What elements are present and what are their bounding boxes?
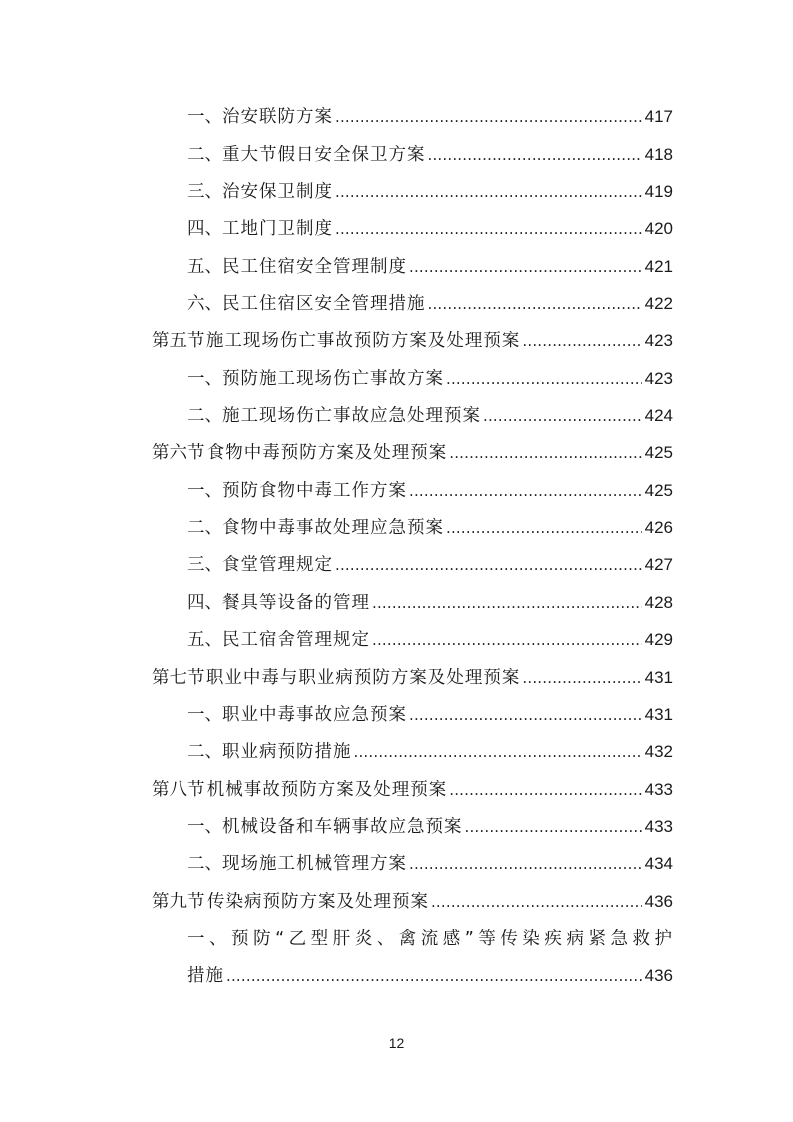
- dot-leader: [428, 144, 642, 166]
- toc-entry-title: 治安保卫制度: [222, 182, 333, 203]
- toc-entry-number: 一、: [187, 368, 222, 389]
- dot-leader: [409, 256, 642, 278]
- toc-entry-title: 职业中毒事故应急预案: [222, 704, 407, 725]
- toc-entry-title: 食堂管理规定: [222, 555, 333, 576]
- toc-entry[interactable]: [0, 137, 793, 174]
- toc-entry-title: 预防施工现场伤亡事故方案: [222, 368, 444, 389]
- toc-entry[interactable]: [0, 847, 793, 884]
- toc-entry-number: 二、: [187, 742, 222, 763]
- toc-entry[interactable]: [0, 548, 793, 585]
- toc-entry[interactable]: [0, 100, 793, 137]
- toc-entry-title: 民工住宿区安全管理措施: [222, 294, 426, 315]
- toc-entry[interactable]: [0, 810, 793, 847]
- toc-entry-title: 餐具等设备的管理: [222, 592, 370, 613]
- toc-section-entry[interactable]: [0, 884, 793, 921]
- toc-entry-title: 现场施工机械管理方案: [222, 854, 407, 875]
- toc-entry-title: 民工住宿安全管理制度: [222, 256, 407, 277]
- toc-entry[interactable]: [0, 287, 793, 324]
- toc-entry-title: 预防“乙型肝炎、禽流感”等传染疾病紧急救护: [231, 928, 674, 949]
- dot-leader: [335, 181, 642, 203]
- toc-entry-title: 民工宿舍管理规定: [222, 630, 370, 651]
- toc-entry-title: 机械设备和车辆事故应急预案: [222, 816, 463, 837]
- dot-leader: [354, 741, 642, 763]
- dot-leader: [428, 293, 642, 315]
- toc-entry-number: 一、: [187, 816, 222, 837]
- toc-entry-page: 433: [644, 816, 673, 836]
- toc-entry-number: 三、: [187, 555, 222, 576]
- toc-entry[interactable]: [0, 473, 793, 510]
- toc-entry-title: 治安联防方案: [222, 107, 333, 128]
- toc-section-entry[interactable]: [0, 436, 793, 473]
- toc-entry-number: 六、: [187, 294, 222, 315]
- table-of-contents: [0, 100, 793, 996]
- toc-entry[interactable]: [0, 698, 793, 735]
- toc-entry-number: 一、: [187, 928, 232, 949]
- toc-entry-title-line2: 措施: [187, 966, 224, 987]
- toc-entry-page: 425: [644, 443, 673, 463]
- toc-entry-page: 432: [644, 742, 673, 762]
- toc-entry-page: 419: [644, 182, 673, 202]
- toc-entry[interactable]: [0, 511, 793, 548]
- dot-leader: [431, 891, 642, 913]
- toc-entry[interactable]: [0, 212, 793, 249]
- toc-entry-number: 二、: [187, 854, 222, 875]
- toc-entry-number: 一、: [187, 480, 222, 501]
- toc-entry-title: 重大节假日安全保卫方案: [222, 144, 426, 165]
- toc-entry[interactable]: [0, 585, 793, 622]
- toc-entry[interactable]: [0, 175, 793, 212]
- toc-entry-number: 一、: [187, 704, 222, 725]
- toc-entry-title: 食物中毒事故处理应急预案: [222, 518, 444, 539]
- dot-leader: [522, 667, 641, 689]
- dot-leader: [226, 965, 642, 987]
- toc-entry-number: 二、: [187, 518, 222, 539]
- toc-entry-title: 施工现场伤亡事故应急处理预案: [222, 406, 481, 427]
- toc-entry-number: 三、: [187, 182, 222, 203]
- dot-leader: [449, 779, 641, 801]
- toc-section-number: 第五节: [152, 331, 205, 352]
- toc-entry-page: 433: [644, 779, 673, 799]
- dot-leader: [449, 442, 641, 464]
- toc-entry-page: 436: [644, 891, 673, 911]
- toc-entry-page: 426: [644, 518, 673, 538]
- toc-entry-title: 职业病预防措施: [222, 742, 352, 763]
- dot-leader: [465, 816, 642, 838]
- dot-leader: [372, 592, 642, 614]
- toc-entry-page: 418: [644, 144, 673, 164]
- toc-entry-page: 431: [644, 704, 673, 724]
- dot-leader: [335, 106, 642, 128]
- toc-entry-page: 427: [644, 555, 673, 575]
- toc-section-number: 第八节: [152, 779, 205, 800]
- toc-entry-title: 预防食物中毒工作方案: [222, 480, 407, 501]
- dot-leader: [335, 218, 642, 240]
- toc-entry-page: 424: [644, 406, 673, 426]
- toc-entry-page: 429: [644, 630, 673, 650]
- dot-leader: [522, 330, 641, 352]
- toc-entry-page: 423: [644, 331, 673, 351]
- toc-entry-number: 五、: [187, 630, 222, 651]
- toc-section-title: 施工现场伤亡事故预防方案及处理预案: [205, 331, 521, 352]
- toc-section-title: 机械事故预防方案及处理预案: [206, 779, 448, 800]
- toc-section-number: 第七节: [152, 667, 205, 688]
- toc-section-entry[interactable]: [0, 660, 793, 697]
- toc-entry[interactable]: [0, 361, 793, 398]
- toc-section-number: 第六节: [152, 443, 205, 464]
- toc-section-title: 职业中毒与职业病预防方案及处理预案: [205, 667, 521, 688]
- dot-leader: [483, 405, 642, 427]
- toc-section-entry[interactable]: [0, 324, 793, 361]
- toc-entry-page: 428: [644, 592, 673, 612]
- toc-entry-page: 417: [644, 107, 673, 127]
- toc-entry-page: 434: [644, 854, 673, 874]
- dot-leader: [409, 704, 642, 726]
- toc-entry-title: 工地门卫制度: [222, 219, 333, 240]
- toc-entry-page: 431: [644, 667, 673, 687]
- toc-section-title: 食物中毒预防方案及处理预案: [206, 443, 448, 464]
- toc-section-entry[interactable]: [0, 772, 793, 809]
- toc-entry-page: 425: [644, 480, 673, 500]
- toc-entry[interactable]: [0, 623, 793, 660]
- dot-leader: [446, 517, 642, 539]
- toc-entry-number: 四、: [187, 592, 222, 613]
- toc-entry-number: 一、: [187, 107, 222, 128]
- toc-entry-number: 五、: [187, 256, 222, 277]
- dot-leader: [446, 368, 642, 390]
- toc-entry-wrapped-continuation[interactable]: [0, 959, 793, 996]
- toc-entry-page: 423: [644, 368, 673, 388]
- toc-entry[interactable]: [0, 249, 793, 286]
- toc-entry-number: 四、: [187, 219, 222, 240]
- page-number: 12: [388, 1035, 405, 1051]
- toc-entry-number: 二、: [187, 144, 222, 165]
- toc-entry[interactable]: [0, 399, 793, 436]
- toc-entry-number: 二、: [187, 406, 222, 427]
- dot-leader: [409, 480, 642, 502]
- toc-entry[interactable]: [0, 735, 793, 772]
- toc-section-number: 第九节: [152, 891, 205, 912]
- toc-entry-title-line1: [187, 928, 673, 950]
- dot-leader: [372, 629, 642, 651]
- dot-leader: [335, 554, 642, 576]
- dot-leader: [409, 853, 642, 875]
- toc-entry-page: 420: [644, 219, 673, 239]
- toc-entry-wrapped[interactable]: [0, 922, 793, 959]
- toc-section-title: 传染病预防方案及处理预案: [206, 891, 429, 912]
- toc-entry-page: 422: [644, 294, 673, 314]
- toc-entry-page: 436: [644, 966, 673, 986]
- toc-entry-page: 421: [644, 256, 673, 276]
